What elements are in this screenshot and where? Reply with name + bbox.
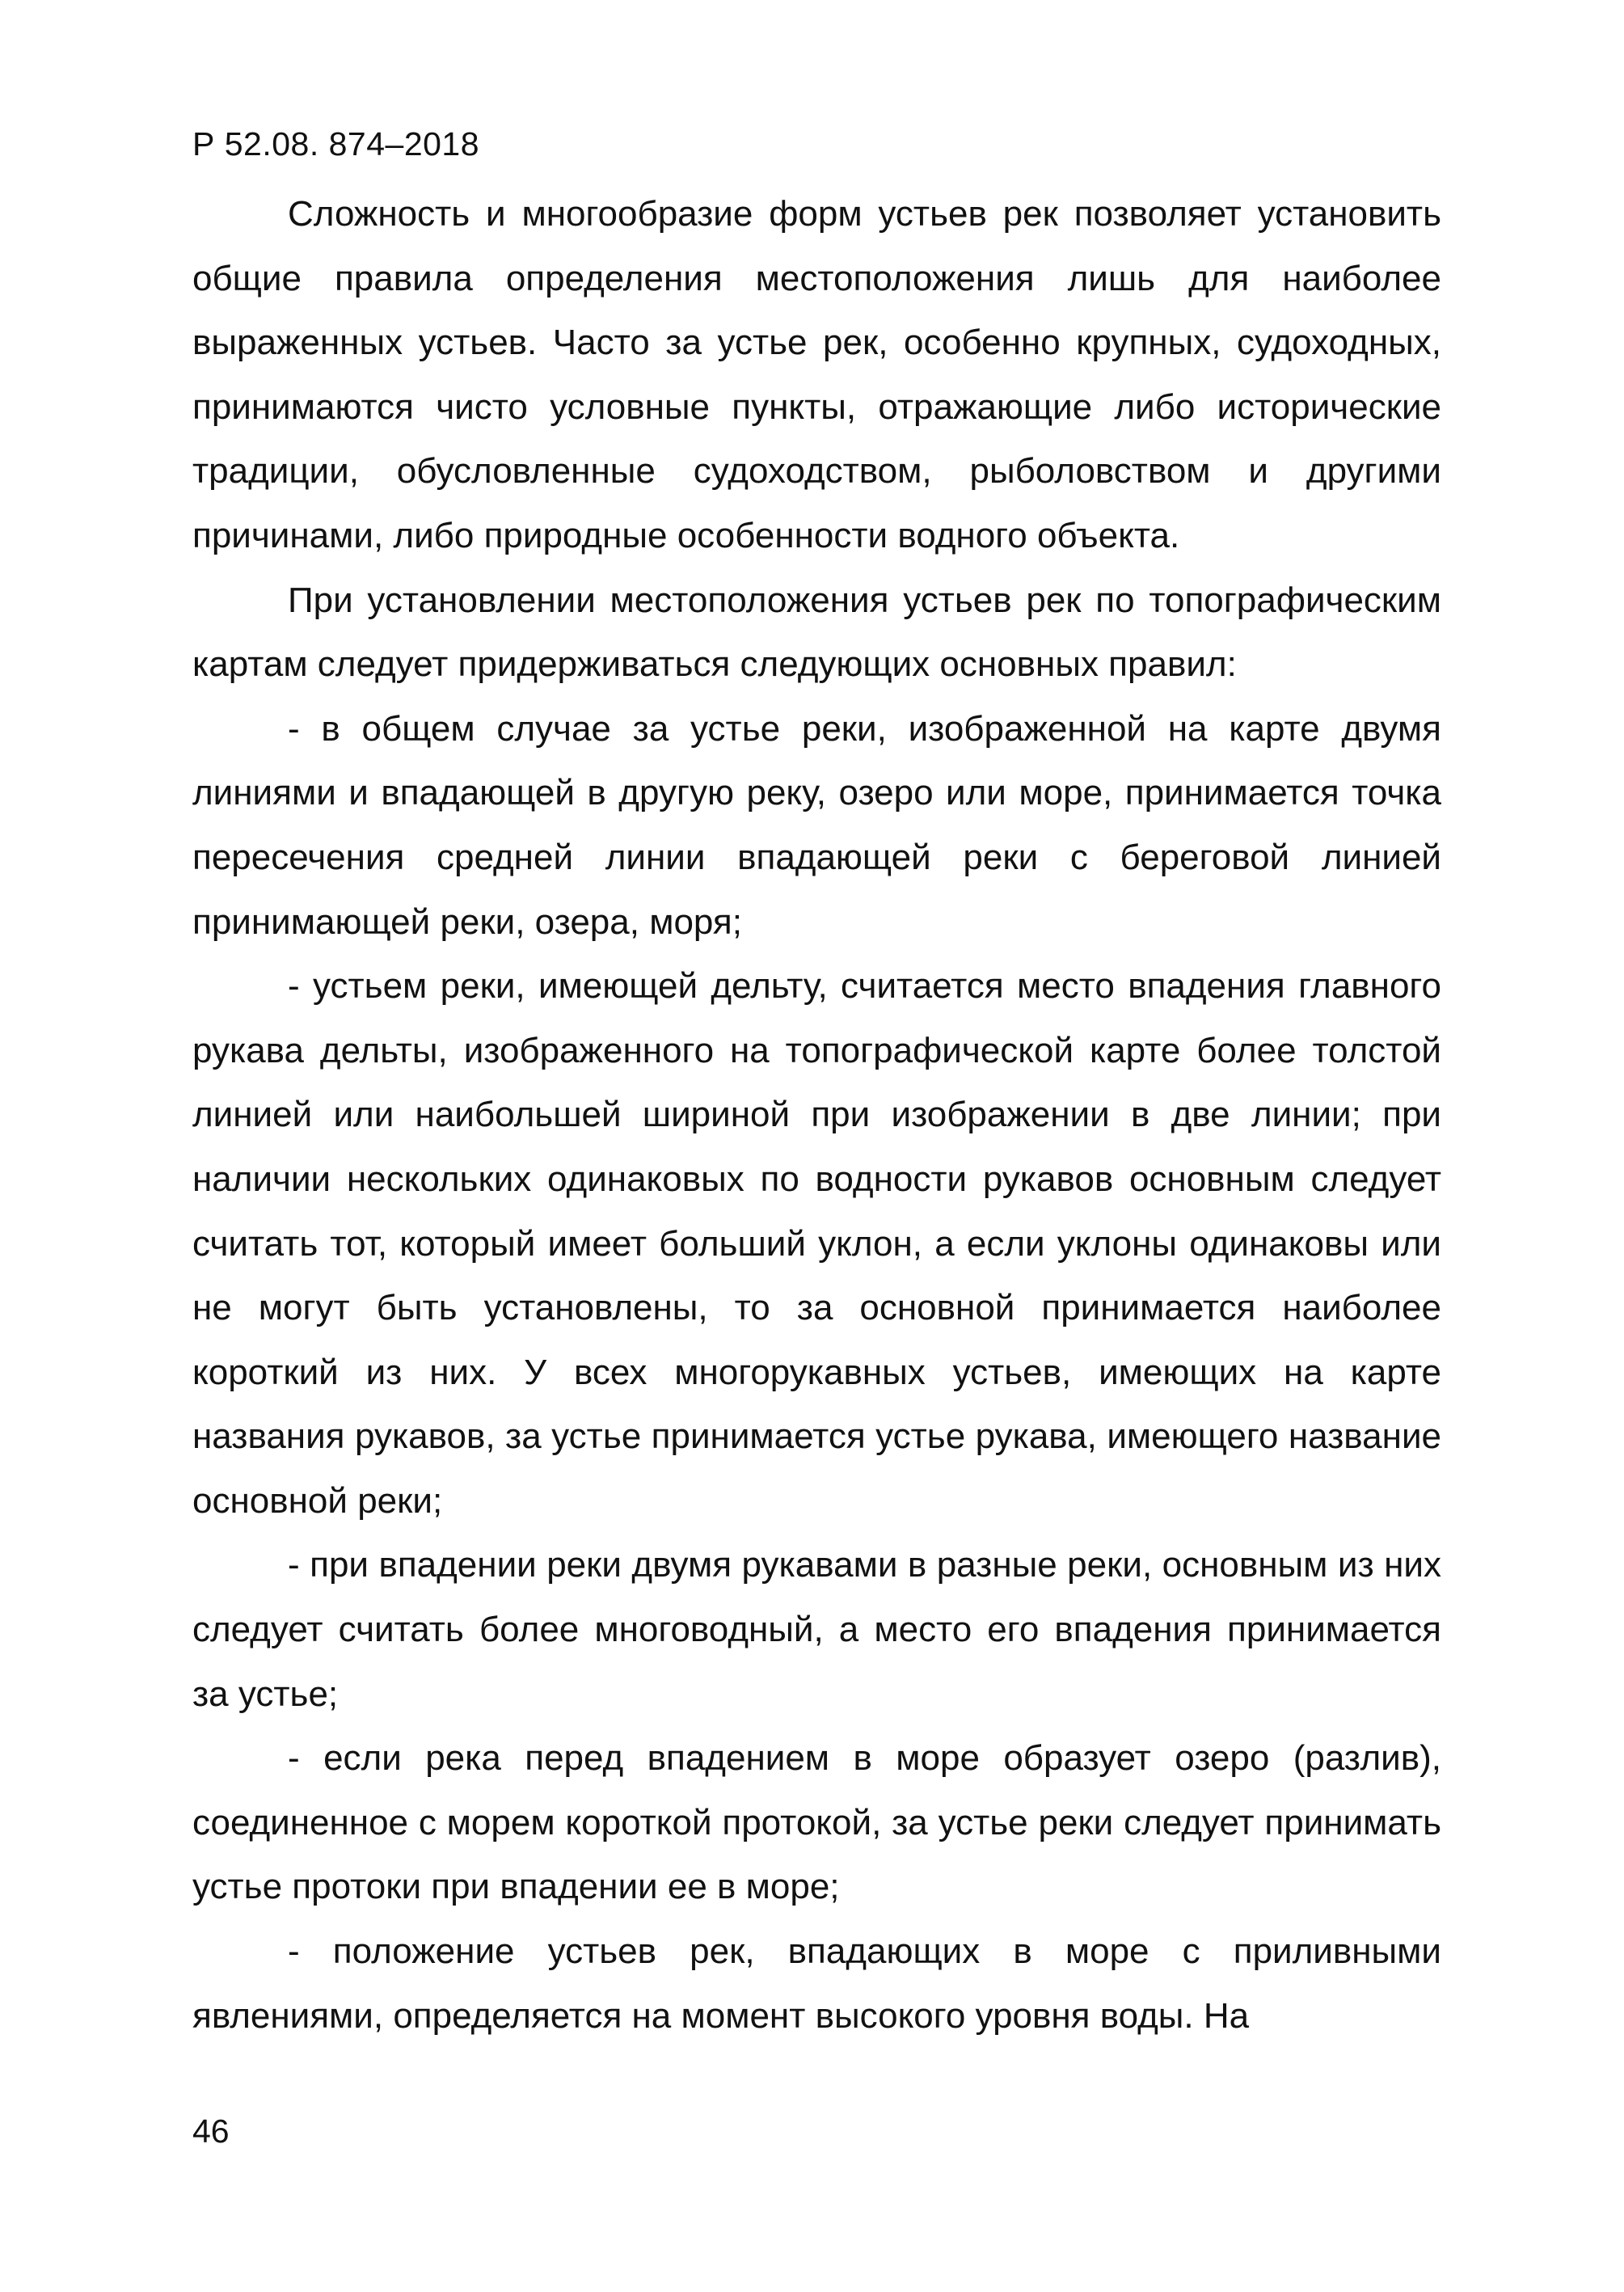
page-number: 46	[192, 2113, 230, 2150]
paragraph-intro: Сложность и многообразие форм устьев рек позволяет установить общие правила определения местоположения лишь для наиболее выраженных устьев. Часто за устье рек, особенно крупных, судоходных, принимаются чисто условные пункты, отражающие либо исторические традиции, обусловленные судоходством, рыболовством и другими причинами, либо природные особенности водного объекта.	[192, 194, 1441, 555]
list-item-rule-general: - в общем случае за устье реки, изображенной на карте двумя линиями и впадающей в другую реку, озеро или море, принимается точка пересечения средней линии впадающей реки с береговой линией принимающей реки, озера, моря;	[192, 708, 1441, 942]
body-text	[192, 182, 1441, 2048]
list-item-rule-delta: - устьем реки, имеющей дельту, считается место впадения главного рукава дельты, изображенного на топографической карте более толстой линией или наибольшей шириной при изображении в две линии; при наличии нескольких одинаковых по водности рукавов основным следует считать тот, который имеет больший уклон, а если уклоны одинаковы или не могут быть установлены, то за основной принимается наиболее короткий из них. У всех многорукавных устьев, имеющих на карте названия рукавов, за устье принимается устье рукава, имеющего название основной реки;	[192, 966, 1441, 1521]
list-item-rule-lake: - если река перед впадением в море образует озеро (разлив), соединенное с морем короткой протокой, за устье реки следует принимать устье протоки при впадении ее в море;	[192, 1738, 1441, 1907]
document-code: Р 52.08. 874–2018	[192, 125, 480, 163]
list-item-rule-two-branches: - при впадении реки двумя рукавами в разные реки, основным из них следует считать более многоводный, а место его впадения принимается за устье;	[192, 1545, 1441, 1714]
paragraph-rules-lead: При установлении местоположения устьев рек по топографическим картам следует придерживаться следующих основных правил:	[192, 580, 1441, 685]
list-item-rule-tidal: - положение устьев рек, впадающих в море с приливными явлениями, определяется на момент высокого уровня воды. На	[192, 1931, 1441, 2036]
